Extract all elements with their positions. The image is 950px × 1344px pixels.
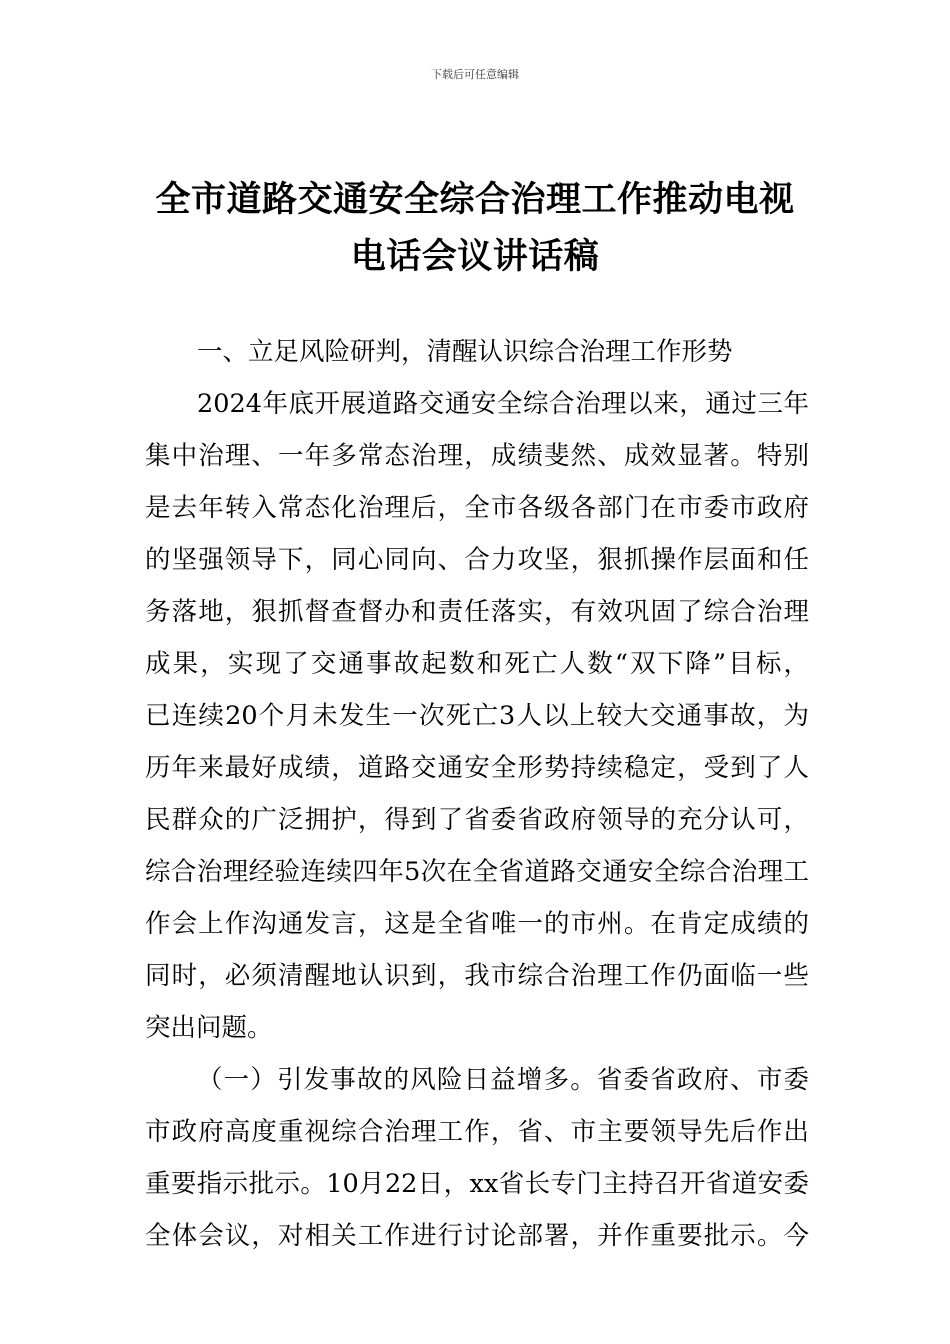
paragraph-line: 务落地，狠抓督查督办和责任落实，有效巩固了综合治理 [145, 597, 809, 627]
paragraph-line: 历年来最好成绩，道路交通安全形势持续稳定，受到了人 [145, 753, 809, 783]
paragraph-line: 已连续20个月未发生一次死亡3人以上较大交通事故，为 [145, 701, 809, 731]
paragraph-line: 成果，实现了交通事故起数和死亡人数“双下降”目标， [145, 649, 809, 679]
paragraph-line: 全体会议，对相关工作进行讨论部署，并作重要批示。今 [145, 1221, 809, 1251]
document-body [145, 326, 809, 1262]
paragraph-line: 同时，必须清醒地认识到，我市综合治理工作仍面临一些 [145, 961, 809, 991]
paragraph-line: 集中治理、一年多常态治理，成绩斐然、成效显著。特别 [145, 441, 809, 471]
document-title [140, 172, 810, 286]
paragraph-line: 综合治理经验连续四年5次在全省道路交通安全综合治理工 [145, 857, 809, 887]
paragraph-line: 民群众的广泛拥护，得到了省委省政府领导的充分认可， [145, 805, 809, 835]
paragraph-line: 的坚强领导下，同心同向、合力攻坚，狠抓操作层面和任 [145, 545, 809, 575]
paragraph-line: 作会上作沟通发言，这是全省唯一的市州。在肯定成绩的 [145, 909, 809, 939]
paragraph-line: 2024年底开展道路交通安全综合治理以来，通过三年 [197, 389, 809, 419]
title-line-1: 全市道路交通安全综合治理工作推动电视 [155, 180, 795, 220]
subsection-heading-line: （一）引发事故的风险日益增多。省委省政府、市委 [197, 1065, 809, 1095]
paragraph-line: 是去年转入常态化治理后，全市各级各部门在市委市政府 [145, 493, 809, 523]
title-line-2: 电话会议讲话稿 [350, 237, 600, 277]
paragraph-line: 突出问题。 [145, 1013, 273, 1043]
section-heading: 一、立足风险研判，清醒认识综合治理工作形势 [197, 337, 733, 367]
paragraph-line: 市政府高度重视综合治理工作，省、市主要领导先后作出 [145, 1117, 809, 1147]
header-note: 下载后可任意编辑 [431, 68, 519, 81]
paragraph-line: 重要指示批示。10月22日，xx省长专门主持召开省道安委 [145, 1169, 809, 1199]
